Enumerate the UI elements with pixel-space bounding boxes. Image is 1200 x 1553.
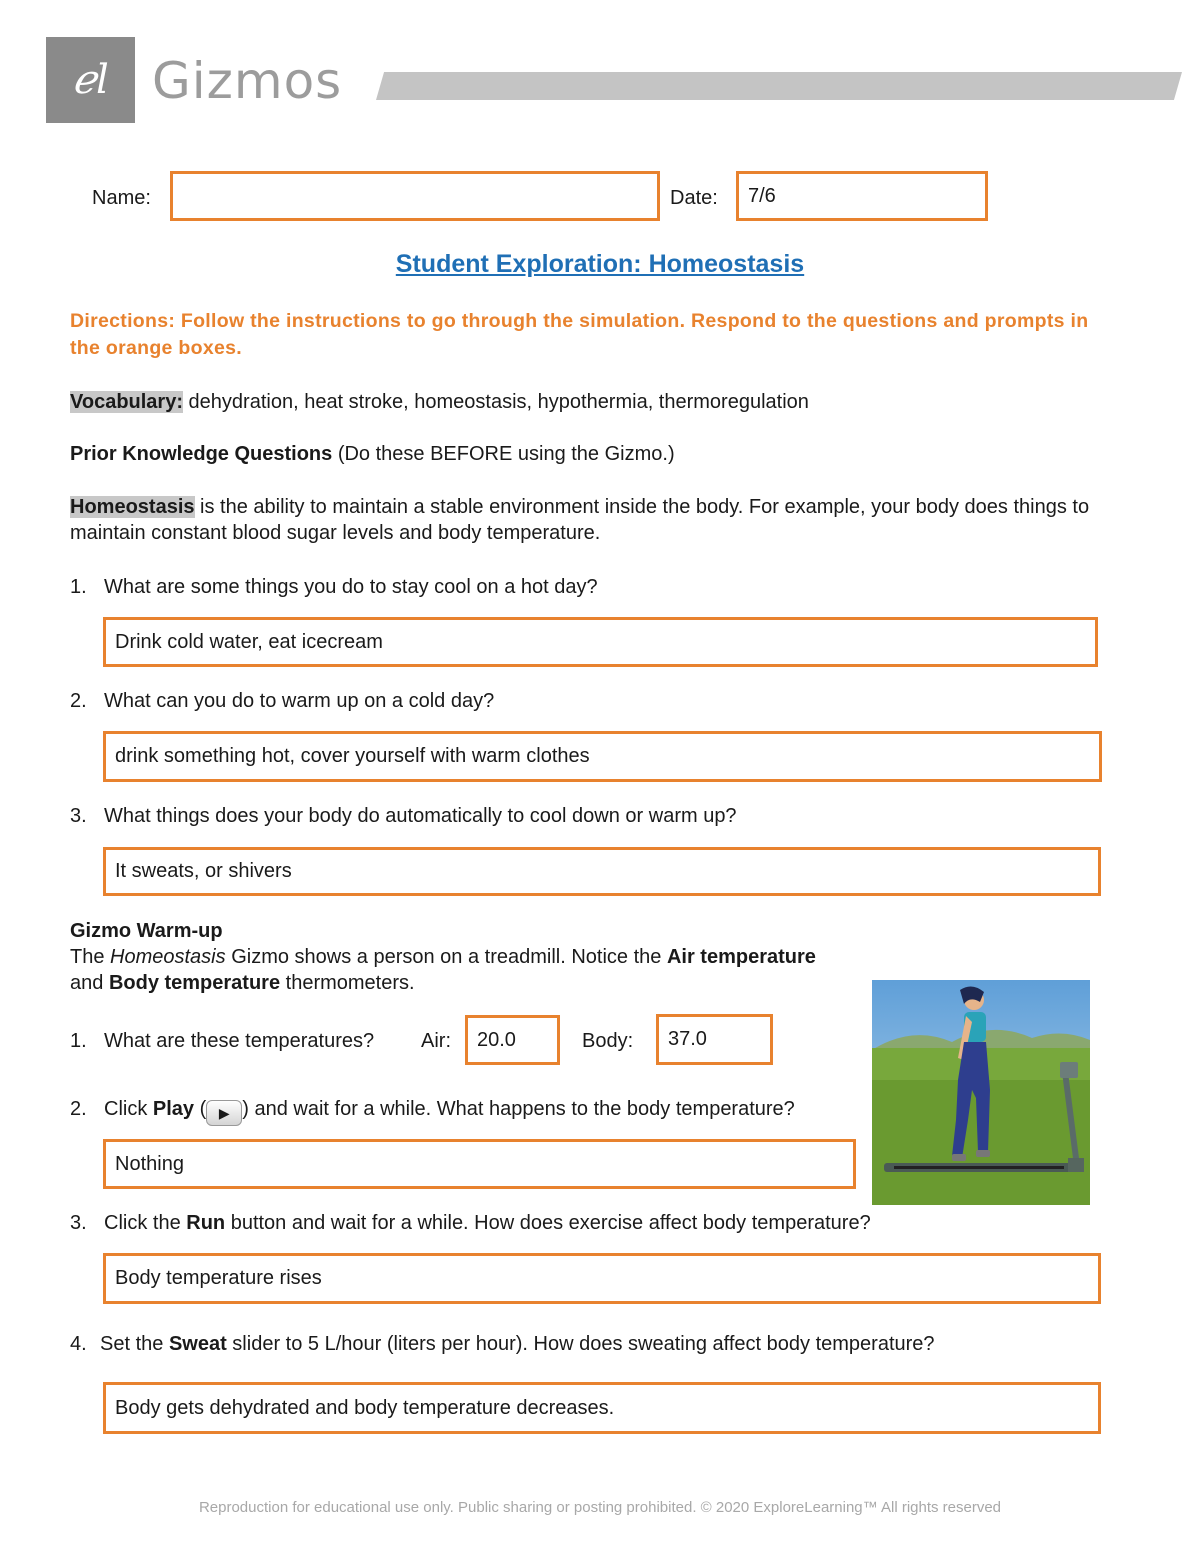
homeostasis-definition — [70, 494, 1110, 546]
definition-text: is the ability to maintain a stable environment inside the body. For example, your body does things to maintain constant blood sugar levels and body temperature. — [70, 496, 1090, 544]
question-number: 3. — [70, 805, 87, 827]
date-field[interactable]: 7/6 — [736, 171, 988, 221]
question-number: 3. — [70, 1212, 87, 1234]
warmup-heading: Gizmo Warm-up — [70, 920, 223, 942]
definition-term: Homeostasis — [70, 496, 195, 518]
warmup-question-2 — [70, 1096, 795, 1126]
pk-answer-3[interactable]: It sweats, or shivers — [103, 847, 1101, 896]
body-label: Body: — [582, 1030, 634, 1052]
warmup-intro-text: thermometers. — [280, 972, 415, 994]
sweat-term: Sweat — [168, 1333, 227, 1355]
play-term: Play — [152, 1098, 195, 1120]
warmup-section — [70, 918, 890, 996]
gizmo-name: Homeostasis — [110, 946, 226, 968]
air-label: Air: — [421, 1030, 451, 1052]
prior-knowledge-title: Prior Knowledge Questions — [70, 443, 333, 465]
question-number: 1. — [70, 576, 87, 598]
warmup-question-3 — [70, 1210, 871, 1236]
body-temperature-field[interactable]: 37.0 — [656, 1014, 773, 1065]
question-text: What can you do to warm up on a cold day? — [104, 690, 495, 712]
air-temperature-term: Air temperature — [666, 946, 816, 968]
directions: Directions: Follow the instructions to go through the simulation. Respond to the questions and prompts in the orange boxes. — [70, 310, 1089, 359]
question-text: What are some things you do to stay cool on a hot day? — [104, 576, 598, 598]
warmup-intro-text: Gizmo shows a person on a treadmill. Notice the — [225, 946, 667, 968]
prior-knowledge-note: (Do these BEFORE using the Gizmo.) — [332, 443, 675, 465]
question-text: Click the — [104, 1212, 187, 1234]
question-number: 2. — [70, 1098, 87, 1120]
warmup-answer-4[interactable]: Body gets dehydrated and body temperature decreases. — [103, 1382, 1101, 1434]
pk-answer-2[interactable]: drink something hot, cover yourself with warm clothes — [103, 731, 1102, 782]
question-text: Set the — [100, 1333, 169, 1355]
play-icon: ▶ — [206, 1100, 242, 1126]
question-text: slider to 5 L/hour (liters per hour). How does sweating affect body temperature? — [226, 1333, 935, 1355]
treadmill-simulation-image — [872, 980, 1090, 1205]
warmup-question-1 — [70, 1028, 374, 1054]
question-number: 4. — [70, 1333, 87, 1355]
air-temperature-field[interactable]: 20.0 — [465, 1015, 560, 1065]
prior-knowledge-heading — [70, 441, 675, 467]
question-number: 2. — [70, 690, 87, 712]
warmup-intro-text: and — [70, 972, 109, 994]
vocabulary-label: Vocabulary: — [70, 391, 183, 413]
pk-answer-1[interactable]: Drink cold water, eat icecream — [103, 617, 1098, 667]
question-text: button and wait for a while. How does exercise affect body temperature? — [225, 1212, 871, 1234]
name-field[interactable] — [170, 171, 660, 221]
name-label: Name: — [92, 187, 151, 209]
pk-question-1 — [70, 574, 598, 600]
pk-question-2 — [70, 688, 494, 714]
gizmos-wordmark: Gizmos — [152, 52, 343, 110]
warmup-answer-3[interactable]: Body temperature rises — [103, 1253, 1101, 1304]
warmup-question-4 — [70, 1331, 935, 1357]
header-bar — [376, 72, 1182, 100]
warmup-answer-2[interactable]: Nothing — [103, 1139, 856, 1189]
question-text: What are these temperatures? — [104, 1030, 375, 1052]
run-term: Run — [186, 1212, 226, 1234]
vocabulary-terms: dehydration, heat stroke, homeostasis, hypothermia, thermoregulation — [183, 391, 809, 413]
question-text: Click — [104, 1098, 153, 1120]
question-text: ( — [194, 1098, 207, 1120]
question-number: 1. — [70, 1030, 87, 1052]
vocabulary — [70, 389, 809, 415]
warmup-intro-text: The — [70, 946, 111, 968]
date-label: Date: — [670, 187, 718, 209]
question-text: ) and wait for a while. What happens to the body temperature? — [242, 1098, 795, 1120]
question-text: What things does your body do automatically to cool down or warm up? — [104, 805, 737, 827]
page-title: Student Exploration: Homeostasis — [395, 250, 805, 278]
pk-question-3 — [70, 803, 737, 829]
explorelearning-logo — [46, 37, 135, 123]
body-temperature-term: Body temperature — [108, 972, 281, 994]
footer-copyright: Reproduction for educational use only. Public sharing or posting prohibited. © 2020 ExploreLearning™ All rights reserved — [198, 1499, 1002, 1516]
el-logo-icon: ℯl — [72, 57, 109, 103]
